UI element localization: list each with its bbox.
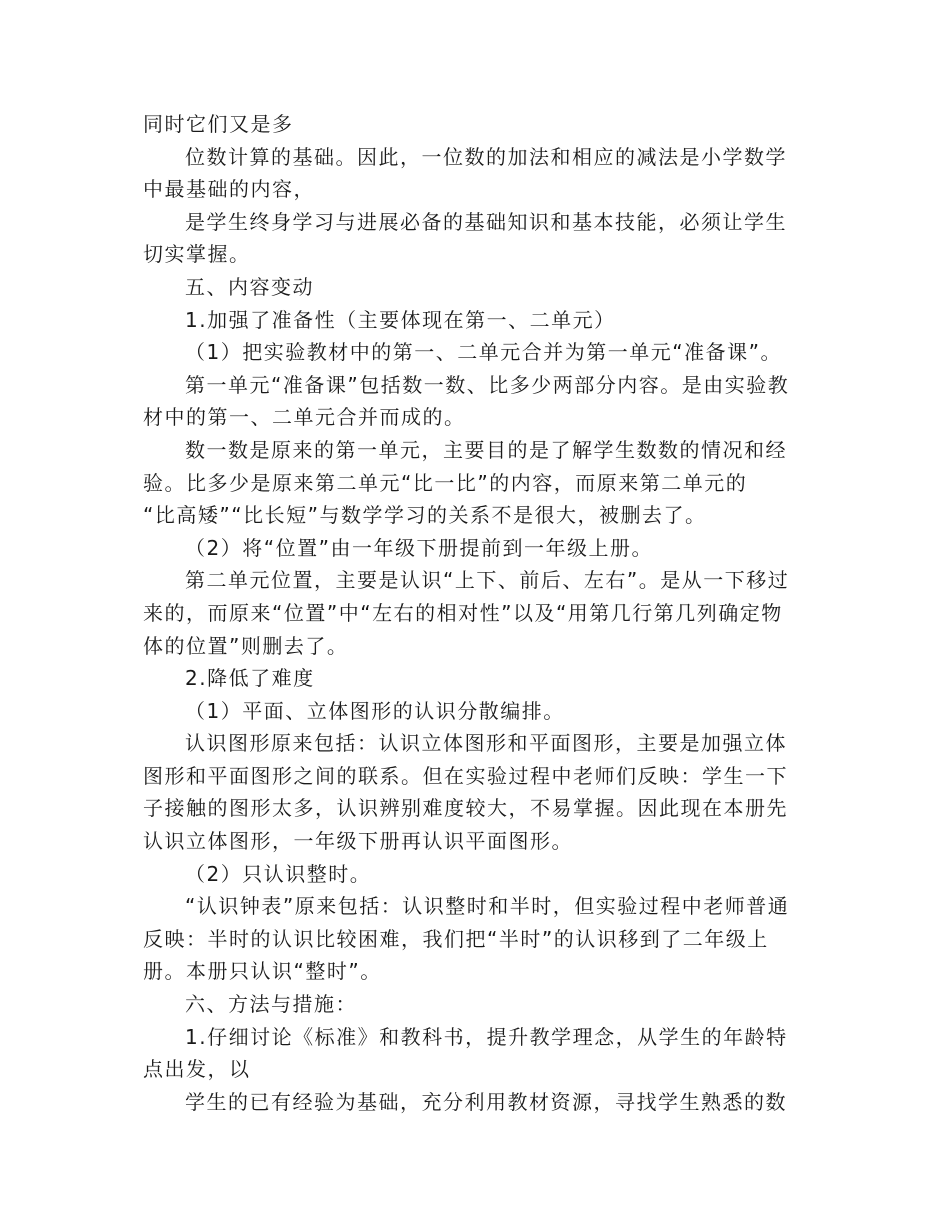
paragraph: 认识图形原来包括：认识立体图形和平面图形，主要是加强立体图形和平面图形之间的联系。但在实验过程中老师们反映：学生一下子接触的图形太多，认识辨别难度较大，不易掌握。因此现在本册先认识立体图形，一年级下册再认识平面图形。 <box>143 731 788 854</box>
paragraph: （2）只认识整时。 <box>185 861 372 886</box>
paragraph: 第一单元“准备课”包括数一数、比多少两部分内容。是由实验教材中的第一、二单元合并而成的。 <box>143 372 790 430</box>
paragraph: （2）将“位置”由一年级下册提前到一年级上册。 <box>185 535 653 560</box>
document-body <box>143 108 803 1118</box>
paragraph: 是学生终身学习与进展必备的基础知识和基本技能，必须让学生切实掌握。 <box>143 209 787 267</box>
section-heading-methods: 六、方法与措施： <box>185 992 357 1017</box>
paragraph: “认识钟表”原来包括：认识整时和半时，但实验过程中老师普通反映：半时的认识比较困难，我们把“半时”的认识移到了二年级上册。本册只认识“整时”。 <box>143 894 790 984</box>
paragraph: 位数计算的基础。因此，一位数的加法和相应的减法是小学数学中最基础的内容， <box>143 144 787 202</box>
paragraph: （1）把实验教材中的第一、二单元合并为第一单元“准备课”。 <box>185 340 782 365</box>
paragraph: 1.仔细讨论《标准》和教科书，提升教学理念，从学生的年龄特点出发，以 <box>143 1024 788 1082</box>
subheading-preparation: 1.加强了准备性（主要体现在第一、二单元） <box>185 307 616 332</box>
paragraph: 同时它们又是多 <box>143 112 294 136</box>
subheading-reduce-difficulty: 2.降低了难度 <box>185 666 315 691</box>
paragraph: 数一数是原来的第一单元，主要目的是了解学生数数的情况和经验。比多少是原来第二单元“比一比”的内容，而原来第二单元的 <box>143 437 787 495</box>
paragraph: 第二单元位置，主要是认识“上下、前后、左右”。是从一下移过来的，而原来“位置”中“左右的相对性”以及“用第几行第几列确定物体的位置”则删去了。 <box>143 568 790 658</box>
section-heading-content-changes: 五、内容变动 <box>185 274 314 299</box>
paragraph: （1）平面、立体图形的认识分散编排。 <box>185 698 565 723</box>
paragraph: “比高矮”“比长短”与数学学习的关系不是很大，被删去了。 <box>143 503 707 528</box>
paragraph: 学生的已有经验为基础，充分利用教材资源，寻找学生熟悉的数 <box>185 1089 787 1114</box>
